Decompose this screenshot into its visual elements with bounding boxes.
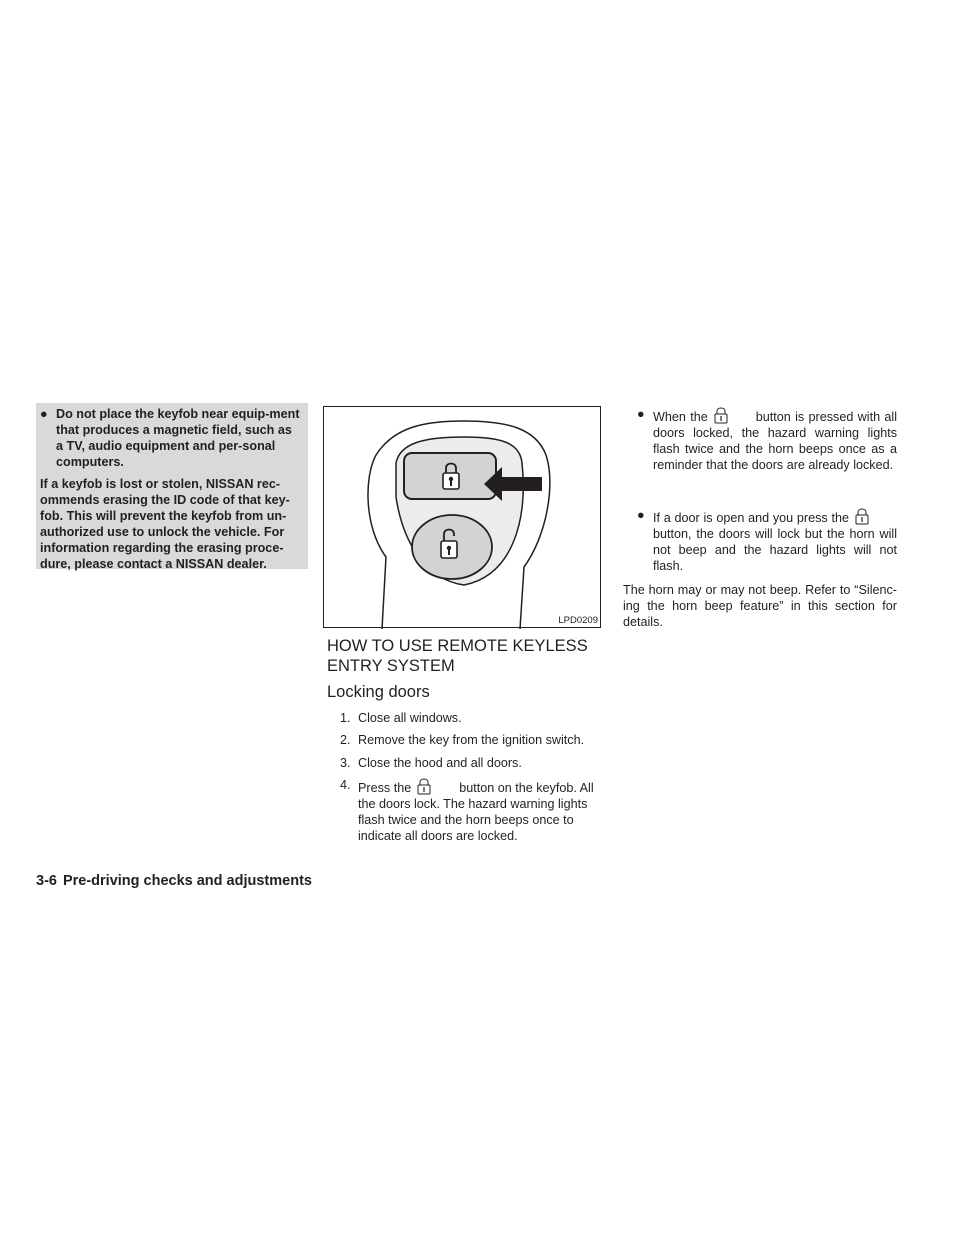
lock-icon — [855, 507, 877, 525]
lock-icon — [417, 777, 439, 795]
step-2 — [340, 732, 606, 748]
right-bullet-1 — [637, 406, 897, 473]
bullet-text-after: button, the doors will lock but the horn will not beep and the hazard lights will not flash. — [653, 527, 897, 573]
warning-bullet-text: Do not place the keyfob near equip-ment that produces a magnetic field, such as a TV, audio equipment and per-sonal computers. — [56, 407, 300, 469]
step-text: Close the hood and all doors. — [358, 756, 522, 770]
step-text: Close all windows. — [358, 711, 462, 725]
keyfob-figure — [323, 406, 601, 628]
right-bullet-text — [653, 406, 897, 473]
section-title: HOW TO USE REMOTE KEYLESS ENTRY SYSTEM — [327, 637, 588, 675]
subsection-title: Locking doors — [327, 683, 430, 701]
bullet-icon: ● — [40, 407, 48, 421]
step-number: 1. — [340, 711, 351, 725]
step-number: 3. — [340, 756, 351, 770]
step-text: Remove the key from the ignition switch. — [358, 733, 585, 747]
page-number: 3-6 — [36, 873, 57, 889]
step-text-before: Press the — [358, 781, 412, 795]
step-4 — [340, 777, 606, 844]
warning-paragraph: If a keyfob is lost or stolen, NISSAN rec-ommends erasing the ID code of that key-fob. This will prevent the keyfob from un-authorized use to unlock the vehicle. For information regarding the erasing proce-dure, please contact a NISSAN dealer. — [40, 477, 290, 571]
step-3 — [340, 755, 606, 771]
figure-label: LPD0209 — [558, 615, 598, 626]
bullet-text-before: If a door is open and you press the — [653, 511, 849, 525]
page-footer — [36, 872, 312, 890]
step-1 — [340, 710, 606, 726]
right-bullet-text — [653, 507, 897, 574]
bullet-icon: ● — [637, 508, 645, 522]
lock-icon — [714, 406, 736, 424]
step-text-after: button on the keyfob. All the doors lock. The hazard warning lights flash twice and the horn beeps once to indicate all doors are locked. — [358, 781, 594, 843]
horn-note-paragraph: The horn may or may not beep. Refer to “Silenc-ing the horn beep feature” in this section for details. — [623, 583, 897, 629]
right-bullet-2 — [637, 507, 897, 574]
bullet-text-after: button is pressed with all doors locked, the hazard warning lights flash twice and the horn beeps once as a reminder that the doors are already locked. — [653, 410, 898, 472]
step-number: 4. — [340, 778, 351, 792]
bullet-text-before: When the — [653, 410, 708, 424]
chapter-title: Pre-driving checks and adjustments — [62, 873, 312, 889]
step-text — [358, 777, 606, 844]
warning-bullet — [40, 406, 302, 470]
bullet-icon: ● — [637, 407, 645, 421]
keyfob-illustration — [324, 407, 602, 629]
step-number: 2. — [340, 733, 351, 747]
